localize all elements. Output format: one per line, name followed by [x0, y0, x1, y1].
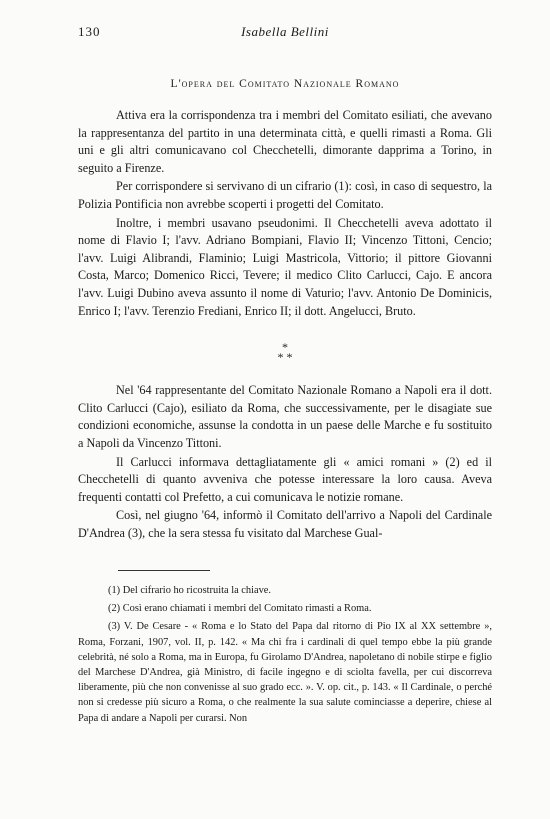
paragraph: Nel '64 rappresentante del Comitato Nazionale Romano a Napoli era il dott. Clito Carlucci (Cajo), esiliato da Roma, che successivamente, per le disagiate sue condizioni economiche, assunse la condotta in un paese delle Marche e fu sostituito a Napoli da Vincenzo Tittoni.	[78, 383, 492, 450]
paragraph: Il Carlucci informava dettagliatamente gli « amici romani » (2) ed il Checchetelli di quanto avveniva che potesse interessare la loro causa. Aveva frequenti contatti col Prefetto, a cui comunicava le notizie romane.	[78, 454, 492, 504]
page-header	[78, 24, 492, 42]
asterism-bottom: * *	[277, 350, 293, 365]
footnotes	[78, 583, 492, 729]
asterism-top: *	[282, 340, 288, 355]
footnote: (3) V. De Cesare - « Roma e lo Stato del Papa dal ritorno di Pio IX al XX settembre », Roma, Forzani, 1907, vol. II, p. 142. « Ma chi fra i cardinali di quel tempo ebbe la più grande celebrità, né solo a Roma, ma in Europa, fu Girolamo D'Andrea, napoletano di nobile stirpe e figlio del Marchese D'Andrea, già Ministro, di facile ingegno e di sciolta favella, per cui discorreva liberamente, più che non convenisse al suo grado ecc. ». V. op. cit., p. 143. « Il Cardinale, o perché non si credesse più sicuro a Roma, o che realmente la sua salute cominciasse a deperire, chiese al Papa di andare a Napoli per curarsi. Non	[78, 621, 492, 724]
page-number: 130	[78, 24, 101, 39]
footnote-separator	[118, 570, 210, 571]
footnote: (2) Così erano chiamati i membri del Comitato rimasti a Roma.	[108, 603, 372, 615]
paragraph: Per corrispondere si servivano di un cifrario (1): così, in caso di sequestro, la Polizia Pontificia non avrebbe scoperti i progetti del Comitato.	[78, 179, 492, 211]
paragraph: Inoltre, i membri usavano pseudonimi. Il Checchetelli aveva adottato il nome di Flavio I; l'avv. Adriano Bompiani, Flavio II; Vincenzo Tittoni, Cencio; l'avv. Luigi Alibrandi, Flaminio; Luigi Mastricola, Vittorio; il pittore Giovanni Costa, Marco; Domenico Ricci, Tevere; il medico Clito Carlucci, Cajo. E ancora l'avv. Luigi Dubino aveva assunto il nome di Vaturio; l'avv. Antonio De Dominicis, Enrico I; l'avv. Terenzio Frediani, Enrico II; il dott. Angelucci, Bruto.	[78, 215, 492, 318]
chapter-title: L'opera del Comitato Nazionale Romano	[170, 78, 400, 90]
section-break-asterism	[78, 340, 492, 365]
paragraph: Attiva era la corrispondenza tra i membri del Comitato esiliati, che avevano la rappresentanza del partito in una determinata città, e quelli rimasti a Roma. Gli uni e gli altri comunicavano col Checchetelli, dimorante dapprima a Torino, in seguito a Firenze.	[78, 108, 492, 175]
paragraph: Così, nel giugno '64, informò il Comitato dell'arrivo a Napoli del Cardinale D'Andrea (3), che la sera stessa fu visitato dal Marchese Gual-	[78, 508, 492, 540]
running-title: Isabella Bellini	[241, 24, 329, 39]
body-text	[78, 107, 492, 542]
footnote: (1) Del cifrario ho ricostruita la chiave.	[108, 585, 272, 596]
